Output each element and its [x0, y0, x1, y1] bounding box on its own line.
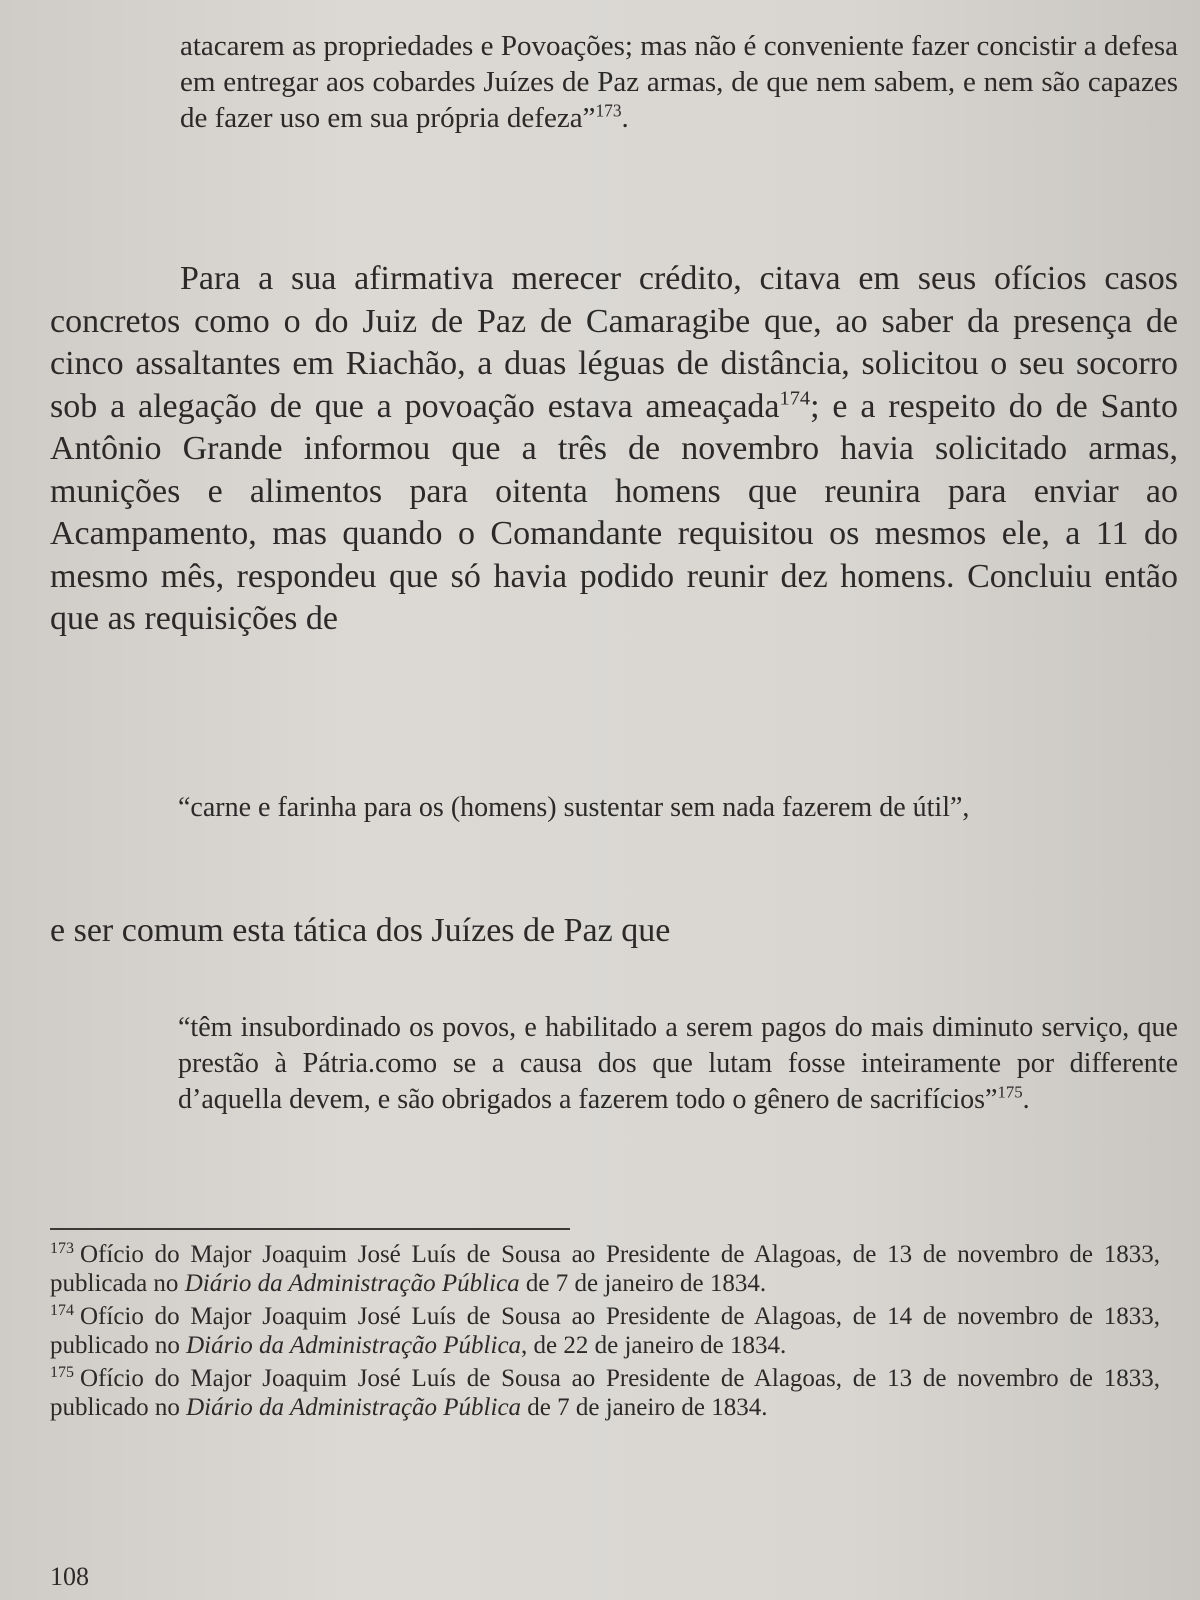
- footnote-175: [50, 1364, 1160, 1422]
- footnote-number: 175: [50, 1363, 74, 1381]
- quote-text: “carne e farinha para os (homens) sustentar sem nada fazerem de útil”,: [178, 792, 970, 823]
- footnote-text-end: , de 22 de janeiro de 1834.: [521, 1332, 787, 1359]
- continuation-text: e ser comum esta tática dos Juízes de Paz que: [50, 912, 671, 949]
- footnote-ref-174: 174: [779, 387, 811, 410]
- footnote-ref-173: 173: [595, 100, 622, 121]
- body-paragraph: [50, 258, 1178, 641]
- paragraph-text-2: ; e a respeito do de Santo Antônio Grande informou que a três de novembro havia solicitado armas, munições e alimentos para oitenta homens que reunira para enviar ao Acampamento, mas quando o Comandante requisitou os mesmos ele, a 11 do mesmo mês, respondeu que só havia podido reunir dez homens. Concluiu então que as requisições de: [50, 387, 1178, 637]
- footnote-ref-175: 175: [997, 1082, 1023, 1102]
- footnote-source-title: Diário da Administração Pública: [184, 1270, 520, 1297]
- footnotes: [50, 1240, 1160, 1426]
- footnote-174: [50, 1302, 1160, 1360]
- footnote-number: 174: [50, 1301, 74, 1319]
- footnote-text-end: de 7 de janeiro de 1834.: [519, 1270, 767, 1297]
- footnote-source-title: Diário da Administração Pública: [186, 1394, 522, 1421]
- continuation-line: [50, 910, 1150, 952]
- footnote-source-title: Diário da Administração Pública: [186, 1332, 522, 1359]
- quote-end: .: [621, 102, 629, 134]
- footnote-173: [50, 1240, 1160, 1298]
- footnote-text-end: de 7 de janeiro de 1834.: [521, 1394, 768, 1421]
- quote-text: “têm insubordinado os povos, e habilitado a serem pagos do mais diminuto serviço, que prestão à Pátria.como se a causa dos que lutam fosse inteiramente por differente d’aquella devem, e são obrigados a fazerem todo o gênero de sacrifícios”: [178, 1012, 1178, 1115]
- block-quote-top: [180, 28, 1178, 136]
- block-quote-middle: [178, 790, 1178, 826]
- footnote-text: Ofício do Major Joaquim José Luís de Sousa ao Presidente de Alagoas, de 13 de novembro de 1833, publicada no: [50, 1241, 1160, 1297]
- footnote-text: Ofício do Major Joaquim José Luís de Sousa ao Presidente de Alagoas, de 13 de novembro de 1833, publicado no: [50, 1365, 1160, 1421]
- page-number: 108: [50, 1562, 89, 1591]
- quote-text: atacarem as propriedades e Povoações; mas não é conveniente fazer concistir a defesa em entregar aos cobardes Juízes de Paz armas, de que nem sabem, e nem são capazes de fazer uso em sua própria defeza”: [180, 30, 1178, 134]
- block-quote-bottom: [178, 1010, 1178, 1118]
- footnote-number: 173: [50, 1239, 74, 1257]
- paragraph-text-1: Para a sua afirmativa merecer crédito, citava em seus ofícios casos concretos como o do Juiz de Paz de Camaragibe que, ao saber da presença de cinco assaltantes em Riachão, a duas léguas de distância, solicitou o seu socorro sob a alegação de que a povoação estava ameaçada: [50, 260, 1178, 425]
- footnote-separator: [50, 1228, 570, 1230]
- footnote-text: Ofício do Major Joaquim José Luís de Sousa ao Presidente de Alagoas, de 14 de novembro de 1833, publicado no: [50, 1303, 1160, 1359]
- quote-end: .: [1022, 1084, 1030, 1115]
